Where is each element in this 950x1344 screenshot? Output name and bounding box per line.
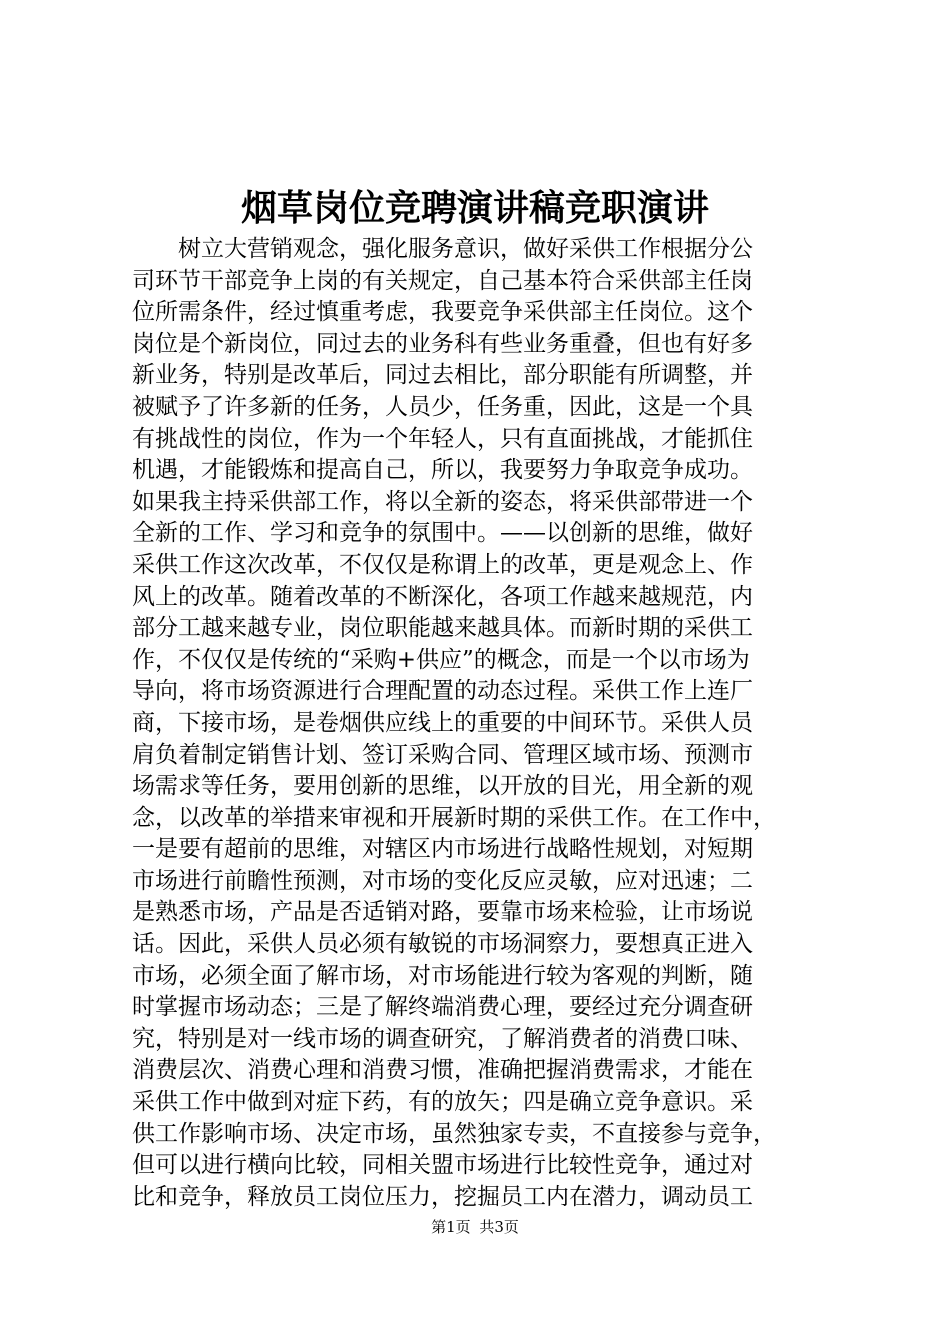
- text-line: 岗位是个新岗位，同过去的业务科有些业务重叠，但也有好多: [132, 330, 753, 357]
- text-line: 作，不仅仅是传统的“采购+供应”的概念，而是一个以市场为: [132, 646, 750, 673]
- text-line: 究，特别是对一线市场的调查研究，了解消费者的消费口味、: [132, 1025, 753, 1052]
- text-line: 供工作影响市场、决定市场，虽然独家专卖，不直接参与竞争，: [132, 1120, 776, 1147]
- page-number: 第1页: [431, 1218, 471, 1236]
- text-line: 机遇，才能锻炼和提高自己，所以，我要努力争取竞争成功。: [132, 457, 753, 484]
- text-line: 比和竞争，释放员工岗位压力，挖掘员工内在潜力，调动员工: [132, 1183, 753, 1210]
- text-line: 全新的工作、学习和竞争的氛围中。——以创新的思维，做好: [132, 520, 753, 547]
- text-line: 采供工作这次改革，不仅仅是称谓上的改革，更是观念上、作: [132, 551, 753, 578]
- text-line: 位所需条件，经过慎重考虑，我要竞争采供部主任岗位。这个: [132, 299, 753, 326]
- text-line: 一是要有超前的思维，对辖区内市场进行战略性规划，对短期: [132, 836, 753, 863]
- text-line: 导向，将市场资源进行合理配置的动态过程。采供工作上连厂: [132, 678, 753, 705]
- text-line: 部分工越来越专业，岗位职能越来越具体。而新时期的采供工: [132, 615, 753, 642]
- text-line: 有挑战性的岗位，作为一个年轻人，只有直面挑战，才能抓住: [132, 425, 753, 452]
- text-line: 如果我主持采供部工作，将以全新的姿态，将采供部带进一个: [132, 488, 753, 515]
- document-body: [132, 234, 832, 1213]
- document-title: 烟草岗位竞聘演讲稿竞职演讲: [240, 187, 709, 229]
- text-line: 司环节干部竞争上岗的有关规定，自己基本符合采供部主任岗: [132, 267, 753, 294]
- text-line: 但可以进行横向比较，同相关盟市场进行比较性竞争，通过对: [132, 1152, 753, 1179]
- text-line: 商，下接市场，是卷烟供应线上的重要的中间环节。采供人员: [132, 709, 753, 736]
- text-line: 念，以改革的举措来审视和开展新时期的采供工作。在工作中，: [132, 804, 776, 831]
- text-line: 肩负着制定销售计划、签订采购合同、管理区域市场、预测市: [132, 741, 753, 768]
- text-line: 采供工作中做到对症下药，有的放矢；四是确立竞争意识。采: [132, 1089, 753, 1116]
- text-line: 是熟悉市场，产品是否适销对路，要靠市场来检验，让市场说: [132, 899, 753, 926]
- page-footer: [0, 1216, 950, 1238]
- page-total: 共3页: [479, 1218, 519, 1236]
- text-line: 新业务，特别是改革后，同过去相比，部分职能有所调整，并: [132, 362, 753, 389]
- text-line: 风上的改革。随着改革的不断深化，各项工作越来越规范，内: [132, 583, 753, 610]
- text-line: 市场，必须全面了解市场，对市场能进行较为客观的判断，随: [132, 962, 753, 989]
- text-line: 时掌握市场动态；三是了解终端消费心理，要经过充分调查研: [132, 994, 753, 1021]
- text-line: 消费层次、消费心理和消费习惯，准确把握消费需求，才能在: [132, 1057, 753, 1084]
- text-line: 话。因此，采供人员必须有敏锐的市场洞察力，要想真正进入: [132, 931, 753, 958]
- text-line: 树立大营销观念，强化服务意识，做好采供工作根据分公: [178, 236, 753, 262]
- text-line: 场需求等任务，要用创新的思维，以开放的目光，用全新的观: [132, 773, 753, 800]
- text-line: 被赋予了许多新的任务，人员少，任务重，因此，这是一个具: [132, 393, 753, 420]
- text-line: 市场进行前瞻性预测，对市场的变化反应灵敏，应对迅速；二: [132, 867, 753, 894]
